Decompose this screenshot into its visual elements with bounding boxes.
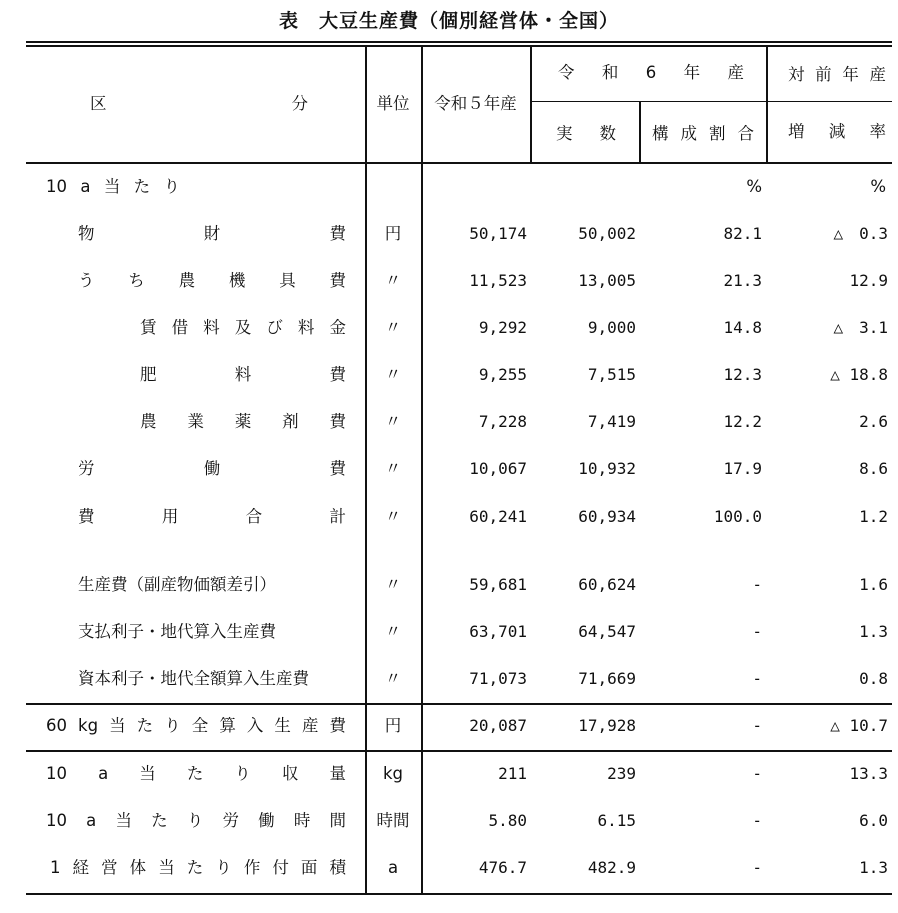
row-label-char: 当 (139, 764, 156, 783)
row-prev-value: 59,681 (469, 575, 527, 594)
row-label-char: た (186, 858, 204, 877)
row-actual-value: 7,419 (587, 412, 636, 431)
row-unit: 〃 (384, 459, 402, 478)
header-curr-year-char: 年 (683, 63, 701, 82)
header-bottom-rule (26, 162, 892, 164)
row-composition-value: - (752, 858, 762, 877)
row-unit: 〃 (384, 365, 402, 384)
row-composition-value: - (752, 716, 762, 735)
row-label-char: 当 (109, 716, 126, 735)
row-prev-value: 5.80 (488, 811, 527, 830)
header-yoy-char: 前 (815, 65, 832, 84)
section-label-char: 当 (103, 177, 121, 196)
row-unit: 円 (384, 224, 402, 243)
header-actual-char: 数 (599, 124, 616, 143)
section-label-char: た (133, 177, 151, 196)
row-label-char: り (186, 811, 204, 830)
row-rate-value: 12.9 (849, 271, 888, 290)
row-rate-value: △ 3.1 (833, 318, 888, 337)
header-curr-year (558, 63, 744, 83)
row-label-char: 料 (203, 318, 220, 337)
row-prev-value: 7,228 (478, 412, 527, 431)
row-actual-value: 71,669 (578, 669, 636, 688)
row-prev-value: 63,701 (469, 622, 527, 641)
row-label-char: 費 (329, 271, 346, 290)
row-label-char: 費 (329, 459, 346, 478)
row-label-char: び (266, 318, 283, 337)
row-label-char: 全 (191, 716, 209, 735)
column-divider (766, 45, 768, 162)
header-curr-year-char: 令 (558, 63, 575, 82)
top-rule-outer (26, 41, 892, 43)
row-composition-value: 12.2 (723, 412, 762, 431)
header-category (90, 94, 308, 114)
row-label-char: 面 (300, 858, 318, 877)
row-label-char: 労 (222, 811, 239, 830)
row-actual-value: 9,000 (587, 318, 636, 337)
row-label-char: り (215, 858, 232, 877)
row-label-char: 具 (279, 271, 296, 290)
row-prev-value: 71,073 (469, 669, 527, 688)
row-unit: 円 (384, 716, 402, 735)
row-label (50, 858, 346, 878)
row-label-char: 収 (281, 764, 299, 783)
column-divider (639, 101, 641, 162)
table-title: 表 大豆生産費（個別経営体・全国） (278, 10, 619, 32)
row-label-char: 費 (78, 507, 95, 526)
row-label-char: 働 (258, 811, 275, 830)
row-prev-value: 20,087 (469, 716, 527, 735)
row-label-char: 労 (78, 459, 95, 478)
row-label-char: 生 (274, 716, 291, 735)
row-composition-value: 14.8 (723, 318, 762, 337)
row-prev-value: 9,292 (478, 318, 527, 337)
row-prev-value: 211 (498, 764, 527, 783)
bottom-rule (26, 893, 892, 895)
row-label (78, 224, 346, 244)
row-label-char: 60 (46, 716, 67, 735)
header-prev-year: 令和５年産 (434, 94, 517, 113)
row-rate-value: △ 0.3 (833, 224, 888, 243)
row-label-char: 費 (329, 412, 346, 431)
row-rate-value: 0.8 (859, 669, 888, 688)
row-composition-value: 21.3 (723, 271, 762, 290)
row-unit: 〃 (384, 318, 402, 337)
header-actual-char: 実 (556, 124, 573, 143)
header-actual (556, 124, 616, 144)
subheader-rule (530, 101, 892, 102)
header-yoy-char: 対 (788, 65, 805, 84)
row-prev-value: 476.7 (478, 858, 527, 877)
row-label-char: 料 (234, 365, 252, 384)
row-label-char: 賃 (140, 318, 157, 337)
row-rate-value: 6.0 (859, 811, 888, 830)
percent-mark-comp: % (746, 177, 762, 196)
row-actual-value: 60,624 (578, 575, 636, 594)
row-label-char: 費 (329, 365, 346, 384)
row-label-char: 量 (329, 764, 346, 783)
row-label: 資本利子・地代全額算入生産費 (78, 669, 309, 688)
row-label-char: 時 (293, 811, 311, 830)
row-rate-value: 1.6 (859, 575, 888, 594)
row-label-char: 計 (329, 507, 346, 526)
header-rate (788, 122, 886, 142)
row-label-char: 当 (115, 811, 132, 830)
row-label-char: 及 (234, 318, 252, 337)
row-unit: 〃 (384, 622, 402, 641)
header-unit: 単位 (376, 94, 410, 113)
row-rate-value: 2.6 (859, 412, 888, 431)
row-label-char: 1 (50, 858, 61, 877)
row-composition-value: - (752, 622, 762, 641)
row-label-char: 産 (301, 716, 319, 735)
row-rate-value: 13.3 (849, 764, 888, 783)
row-label-char: 料 (297, 318, 315, 337)
row-label (78, 507, 346, 527)
row-actual-value: 60,934 (578, 507, 636, 526)
section-label-char: a (80, 177, 91, 196)
row-label-char: 営 (101, 858, 118, 877)
row-label-char: 10 (46, 811, 67, 830)
header-yoy-char: 産 (869, 65, 886, 84)
row-label-char: 農 (140, 412, 157, 431)
row-label: 生産費（副産物価額差引） (78, 575, 276, 594)
row-prev-value: 9,255 (478, 365, 527, 384)
header-yoy (788, 65, 886, 85)
header-rate-char: 率 (869, 122, 886, 141)
row-actual-value: 17,928 (578, 716, 636, 735)
row-actual-value: 50,002 (578, 224, 636, 243)
row-label-char: 入 (246, 716, 264, 735)
header-category-char: 分 (291, 94, 308, 113)
row-label (78, 459, 346, 479)
row-unit: 〃 (384, 575, 402, 594)
header-curr-year-char: 和 (601, 63, 619, 82)
row-label-char: 薬 (234, 412, 252, 431)
row-rate-value: 8.6 (859, 459, 888, 478)
row-actual-value: 239 (607, 764, 636, 783)
section-label (46, 177, 180, 197)
row-label-char: た (136, 716, 154, 735)
row-prev-value: 11,523 (469, 271, 527, 290)
row-label-char: 間 (329, 811, 346, 830)
header-yoy-char: 年 (842, 65, 859, 84)
row-label-char: う (78, 271, 95, 290)
header-category-char: 区 (90, 94, 107, 113)
row-label-char: 機 (228, 271, 246, 290)
row-label-char: a (86, 811, 97, 830)
section-label-char: 10 (46, 177, 67, 196)
row-actual-value: 482.9 (587, 858, 636, 877)
row-label-char: 肥 (140, 365, 157, 384)
row-label-char: り (234, 764, 251, 783)
row-actual-value: 13,005 (578, 271, 636, 290)
row-label-char: 10 (46, 764, 67, 783)
header-rate-char: 増 (788, 122, 805, 141)
row-label (140, 412, 346, 432)
row-prev-value: 10,067 (469, 459, 527, 478)
percent-mark-rate: % (870, 177, 886, 196)
row-label-char: た (151, 811, 168, 830)
row-label-char: 働 (203, 459, 221, 478)
row-label-char: 農 (178, 271, 196, 290)
row-rate-value: △ 18.8 (830, 365, 888, 384)
row-label-char: 物 (78, 224, 95, 243)
row-unit: 〃 (384, 669, 402, 688)
row-label (140, 365, 346, 385)
header-composition-char: 割 (709, 124, 726, 143)
row-composition-value: 17.9 (723, 459, 762, 478)
section-rule (26, 750, 892, 752)
header-composition-char: 合 (737, 124, 754, 143)
row-label (46, 811, 346, 831)
row-label (46, 764, 346, 784)
header-composition-char: 構 (652, 124, 669, 143)
row-label-char: a (98, 764, 109, 783)
row-composition-value: - (752, 575, 762, 594)
row-actual-value: 64,547 (578, 622, 636, 641)
row-label-char: 金 (329, 318, 346, 337)
row-label-char: り (164, 716, 181, 735)
row-prev-value: 60,241 (469, 507, 527, 526)
row-unit: a (387, 858, 399, 877)
row-actual-value: 7,515 (587, 365, 636, 384)
row-label-char: 費 (329, 224, 346, 243)
column-divider (530, 45, 532, 162)
row-label-char: 算 (219, 716, 236, 735)
row-label-char: ち (128, 271, 145, 290)
row-label-char: 財 (203, 224, 221, 243)
header-composition-char: 成 (680, 124, 697, 143)
section-rule (26, 703, 892, 705)
row-label (140, 318, 346, 338)
row-label-char: 合 (245, 507, 263, 526)
row-rate-value: 1.3 (859, 858, 888, 877)
row-unit: 時間 (376, 811, 410, 830)
row-label-char: た (186, 764, 204, 783)
row-label-char: 付 (272, 858, 289, 877)
row-label-char: 積 (329, 858, 346, 877)
header-curr-year-char: 6 (645, 63, 657, 82)
row-composition-value: - (752, 669, 762, 688)
row-rate-value: 1.3 (859, 622, 888, 641)
row-prev-value: 50,174 (469, 224, 527, 243)
row-label (46, 716, 346, 736)
row-label-char: 作 (243, 858, 261, 877)
row-unit: kg (382, 764, 404, 783)
row-label: 支払利子・地代算入生産費 (78, 622, 276, 641)
row-unit: 〃 (384, 507, 402, 526)
row-composition-value: 12.3 (723, 365, 762, 384)
row-rate-value: △ 10.7 (830, 716, 888, 735)
row-label-char: 体 (129, 858, 147, 877)
header-rate-char: 減 (828, 122, 846, 141)
row-unit: 〃 (384, 412, 402, 431)
row-composition-value: - (752, 764, 762, 783)
row-label-char: 用 (161, 507, 179, 526)
row-actual-value: 6.15 (597, 811, 636, 830)
row-unit: 〃 (384, 271, 402, 290)
row-label-char: 費 (329, 716, 346, 735)
header-curr-year-char: 産 (727, 63, 744, 82)
row-composition-value: 82.1 (723, 224, 762, 243)
row-actual-value: 10,932 (578, 459, 636, 478)
row-rate-value: 1.2 (859, 507, 888, 526)
row-label (78, 271, 346, 291)
row-label-char: 剤 (282, 412, 299, 431)
row-label-char: 経 (72, 858, 90, 877)
row-composition-value: 100.0 (713, 507, 762, 526)
row-label-char: 業 (187, 412, 204, 431)
row-label-char: 当 (158, 858, 175, 877)
row-label-char: 借 (171, 318, 189, 337)
header-composition (652, 124, 754, 144)
section-label-char: り (163, 177, 180, 196)
row-composition-value: - (752, 811, 762, 830)
row-label-char: kg (78, 716, 99, 735)
top-rule-inner (26, 45, 892, 47)
